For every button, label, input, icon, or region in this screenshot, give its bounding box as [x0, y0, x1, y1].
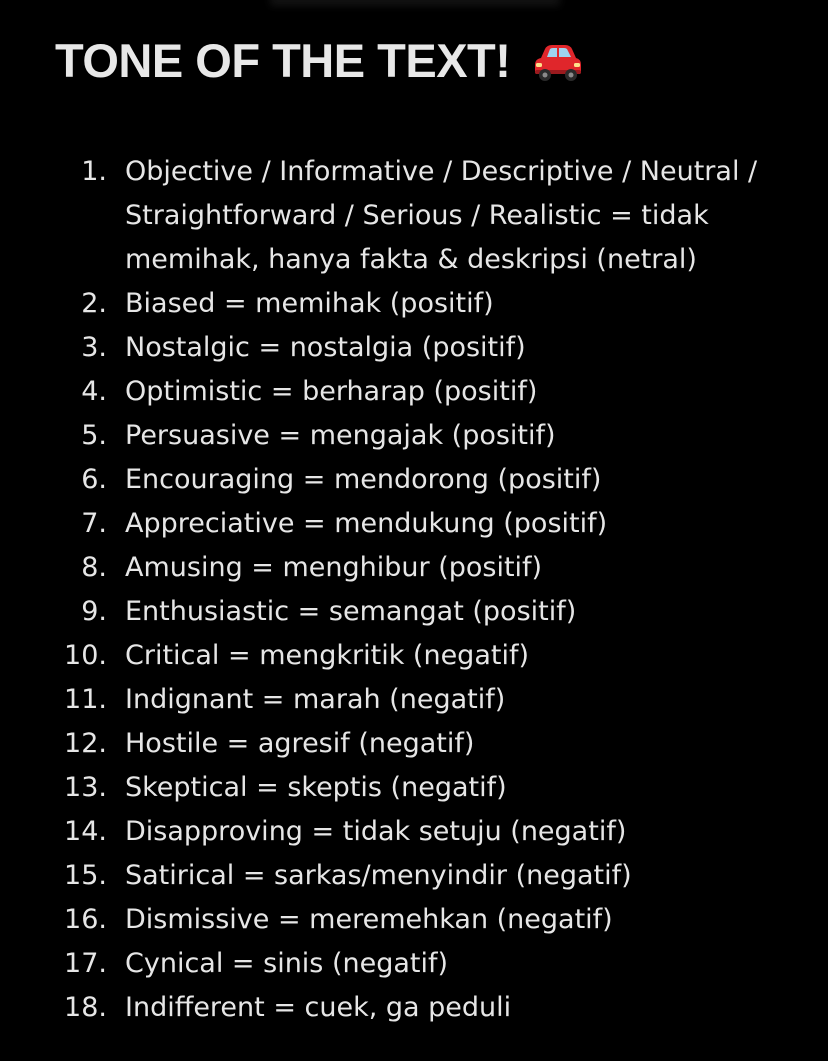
list-item: [0, 898, 828, 942]
list-item-text: [125, 150, 795, 282]
list-item-number: 10.: [64, 640, 107, 671]
list-item: [0, 546, 828, 590]
list-item: [0, 502, 828, 546]
list-item-number: 6.: [81, 464, 107, 495]
list-item-text: Indignant = marah (negatif): [125, 684, 506, 715]
list-item: [0, 150, 828, 282]
list-item-number: 8.: [81, 552, 107, 583]
list-item: [0, 370, 828, 414]
list-item-number: 7.: [81, 508, 107, 539]
list-item-text: Optimistic = berharap (positif): [125, 376, 538, 407]
list-item: [0, 282, 828, 326]
list-item-text: Encouraging = mendorong (positif): [125, 464, 602, 495]
tone-list: [0, 150, 828, 1030]
list-item-number: 1.: [81, 156, 107, 187]
list-item: [0, 326, 828, 370]
list-item-line: memihak, hanya fakta & deskripsi (netral): [125, 244, 697, 275]
list-item-text: Dismissive = meremehkan (negatif): [125, 904, 613, 935]
list-item-text: Indifferent = cuek, ga peduli: [125, 992, 512, 1023]
list-item-number: 12.: [64, 728, 107, 759]
list-item: [0, 414, 828, 458]
list-item-number: 4.: [81, 376, 107, 407]
list-item-number: 18.: [64, 992, 107, 1023]
list-item: [0, 634, 828, 678]
list-item-text: Persuasive = mengajak (positif): [125, 420, 556, 451]
list-item-text: Skeptical = skeptis (negatif): [125, 772, 507, 803]
list-item-text: Enthusiastic = semangat (positif): [125, 596, 577, 627]
list-item: [0, 810, 828, 854]
list-item-text: Cynical = sinis (negatif): [125, 948, 449, 979]
list-item-number: 16.: [64, 904, 107, 935]
list-item-number: 14.: [64, 816, 107, 847]
top-fade-decoration: [270, 0, 560, 6]
list-item: [0, 590, 828, 634]
list-item-line: Straightforward / Serious / Realistic = tidak: [125, 200, 709, 231]
list-item-text: Amusing = menghibur (positif): [125, 552, 543, 583]
list-item-number: 2.: [81, 288, 107, 319]
list-item-number: 9.: [81, 596, 107, 627]
list-item-text: Hostile = agresif (negatif): [125, 728, 475, 759]
list-item-text: Satirical = sarkas/menyindir (negatif): [125, 860, 632, 891]
list-item: [0, 854, 828, 898]
list-item: [0, 766, 828, 810]
list-item-number: 15.: [64, 860, 107, 891]
list-item-text: Appreciative = mendukung (positif): [125, 508, 608, 539]
list-item-text: Critical = mengkritik (negatif): [125, 640, 529, 671]
list-item: [0, 722, 828, 766]
list-item-text: Biased = memihak (positif): [125, 288, 494, 319]
list-item-number: 11.: [64, 684, 107, 715]
list-item-number: 3.: [81, 332, 107, 363]
red-car-icon: [529, 39, 585, 83]
page-title: [55, 32, 585, 90]
list-item-line: Objective / Informative / Descriptive / Neutral /: [125, 156, 758, 187]
list-item-text: Disapproving = tidak setuju (negatif): [125, 816, 627, 847]
list-item-number: 17.: [64, 948, 107, 979]
list-item-text: Nostalgic = nostalgia (positif): [125, 332, 526, 363]
title-text: TONE OF THE TEXT!: [55, 34, 511, 87]
list-item-number: 5.: [81, 420, 107, 451]
list-item: [0, 986, 828, 1030]
list-item: [0, 678, 828, 722]
list-item: [0, 458, 828, 502]
list-item-number: 13.: [64, 772, 107, 803]
list-item: [0, 942, 828, 986]
